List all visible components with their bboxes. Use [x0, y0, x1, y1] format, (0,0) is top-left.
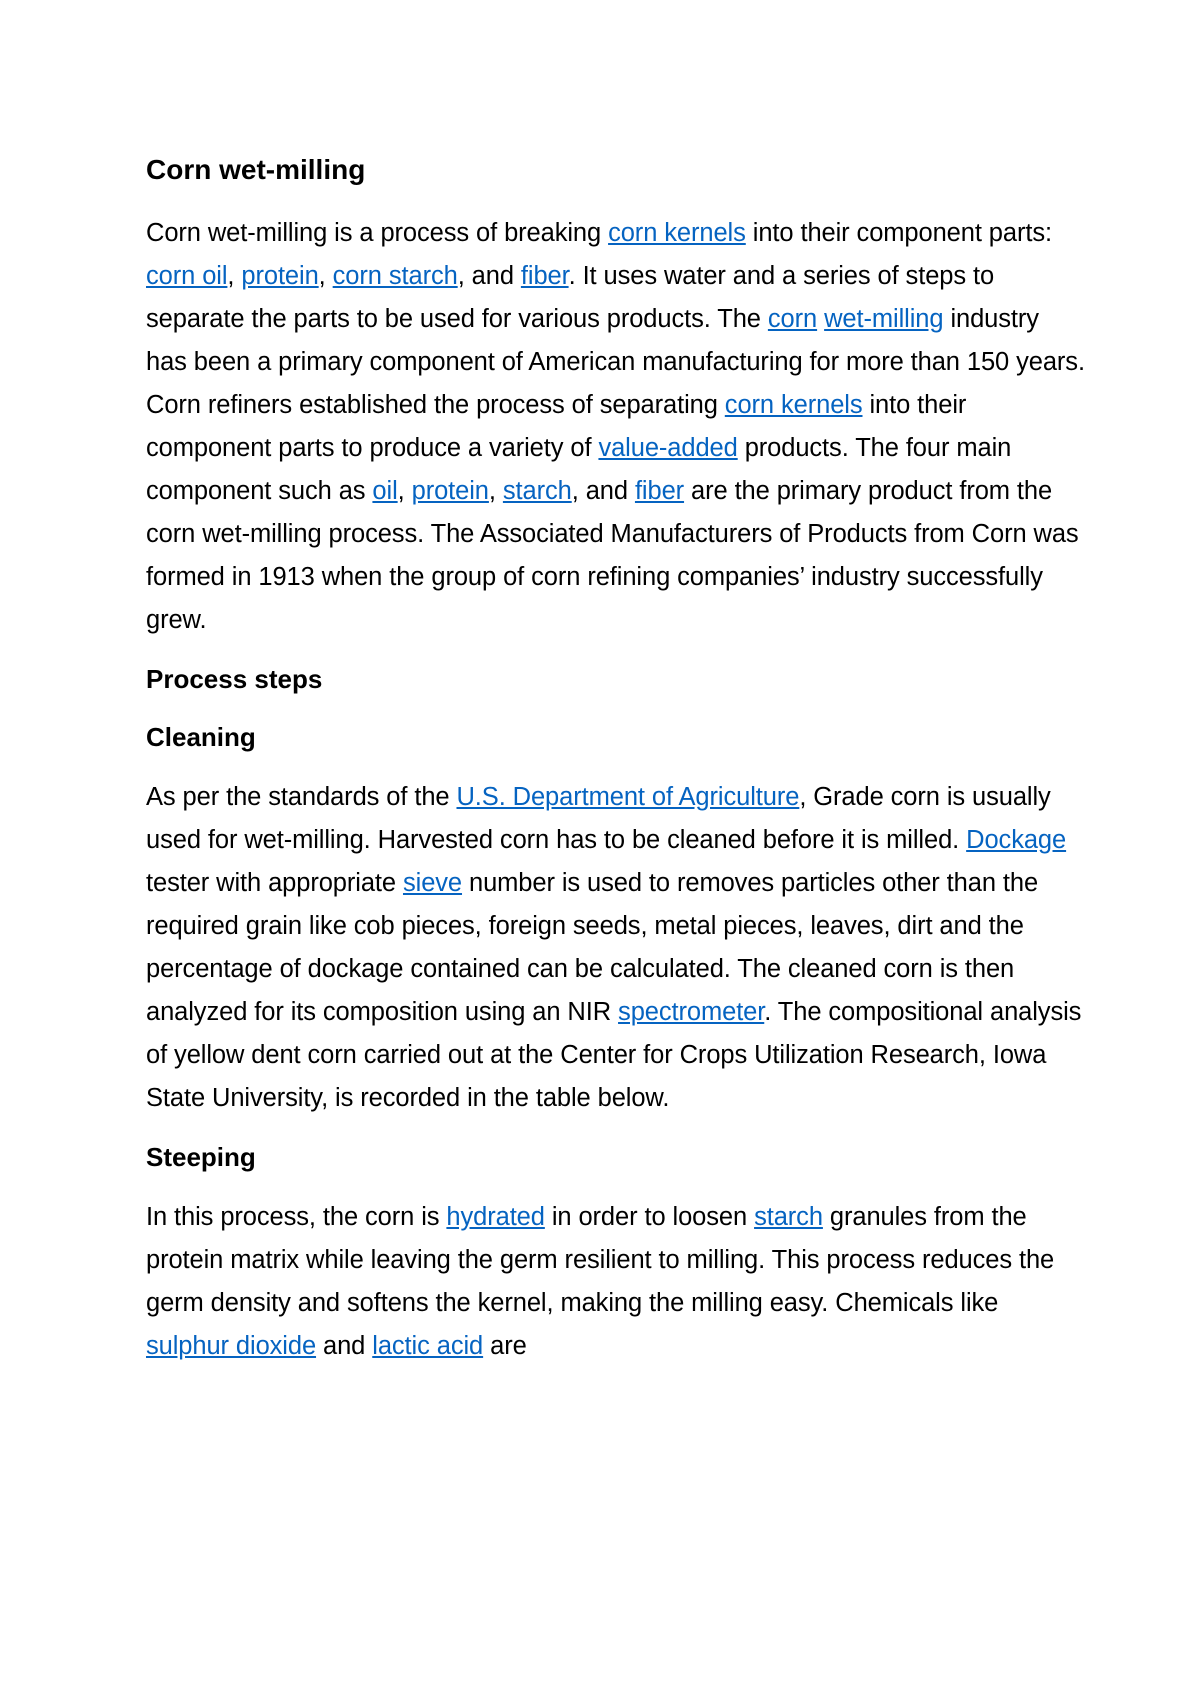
text-span: , and [457, 262, 521, 290]
text-span: As per the standards of the [146, 783, 457, 811]
link-fiber[interactable]: fiber [520, 262, 569, 290]
process-steps-heading: Process steps [146, 664, 323, 694]
link-corn-oil[interactable]: corn oil [146, 262, 228, 290]
cleaning-heading: Cleaning [146, 722, 256, 752]
link-spectrometer[interactable]: spectrometer [618, 998, 765, 1026]
text-span: number is used to removes particles other than the required grain like cob pieces, foreign seeds, metal pieces, leaves, dirt and the percentage of dockage contained can be calculated. The cleaned corn is then analyzed for its composition using an NIR [146, 869, 1039, 1026]
text-span: are the primary product from the corn wet-milling process. The Associated Manufacturers of Products from Corn was formed in 1913 when the group of corn refining companies’ industry successfully grew. [146, 477, 1079, 634]
link-value-added[interactable]: value-added [598, 434, 738, 462]
link-sieve[interactable]: sieve [402, 869, 463, 897]
link-dockage[interactable]: Dockage [966, 826, 1067, 854]
text-span: products. The four main component such as [146, 434, 1012, 505]
text-span: , Grade corn is usually used for wet-milling. Harvested corn has to be cleaned before it is milled. [146, 783, 1051, 854]
text-span: into their component parts: [745, 219, 1052, 247]
link-lactic-acid[interactable]: lactic acid [372, 1332, 484, 1360]
cleaning-paragraph [146, 776, 1086, 1120]
document-page [146, 150, 1086, 1386]
link-starch-2[interactable]: starch [754, 1203, 823, 1231]
text-span: , [397, 477, 412, 505]
text-span: , [227, 262, 242, 290]
link-oil[interactable]: oil [372, 477, 398, 505]
text-span: granules from the protein matrix while leaving the germ resilient to milling. This process reduces the germ density and softens the kernel, making the milling easy. Chemicals like [146, 1203, 1055, 1317]
link-corn-kernels-2[interactable]: corn kernels [724, 391, 863, 419]
link-corn-starch[interactable]: corn starch [332, 262, 458, 290]
steeping-heading: Steeping [146, 1142, 256, 1172]
text-span: , [318, 262, 333, 290]
text-span: tester with appropriate [146, 869, 403, 897]
text-span: in order to loosen [544, 1203, 755, 1231]
text-span: Corn wet-milling is a process of breaking [146, 219, 609, 247]
link-hydrated[interactable]: hydrated [446, 1203, 545, 1231]
text-span: . It uses water and a series of steps to separate the parts to be used for various products. The [146, 262, 995, 333]
text-span: In this process, the corn is [146, 1203, 447, 1231]
text-span: are [483, 1332, 527, 1360]
link-usda[interactable]: U.S. Department of Agriculture [456, 783, 800, 811]
link-wet-milling[interactable]: wet-milling [824, 305, 944, 333]
text-span: , [488, 477, 503, 505]
link-corn[interactable]: corn [767, 305, 818, 333]
link-sulphur-dioxide[interactable]: sulphur dioxide [146, 1332, 317, 1360]
link-starch[interactable]: starch [502, 477, 572, 505]
link-protein[interactable]: protein [241, 262, 319, 290]
steeping-paragraph [146, 1196, 1086, 1368]
text-span: . The compositional analysis of yellow dent corn carried out at the Center for Crops Utilization Research, Iowa State University, is recorded in the table below. [146, 998, 1082, 1112]
document-title: Corn wet-milling [146, 154, 366, 185]
link-fiber-2[interactable]: fiber [634, 477, 685, 505]
text-span: into their component parts to produce a variety of [146, 391, 967, 462]
link-protein-2[interactable]: protein [411, 477, 489, 505]
text-span: , and [571, 477, 635, 505]
link-corn-kernels[interactable]: corn kernels [608, 219, 746, 247]
text-span: industry has been a primary component of American manufacturing for more than 150 years. Corn refiners established the process of separating [146, 305, 1085, 419]
text-span: and [316, 1332, 373, 1360]
intro-paragraph [146, 212, 1086, 642]
